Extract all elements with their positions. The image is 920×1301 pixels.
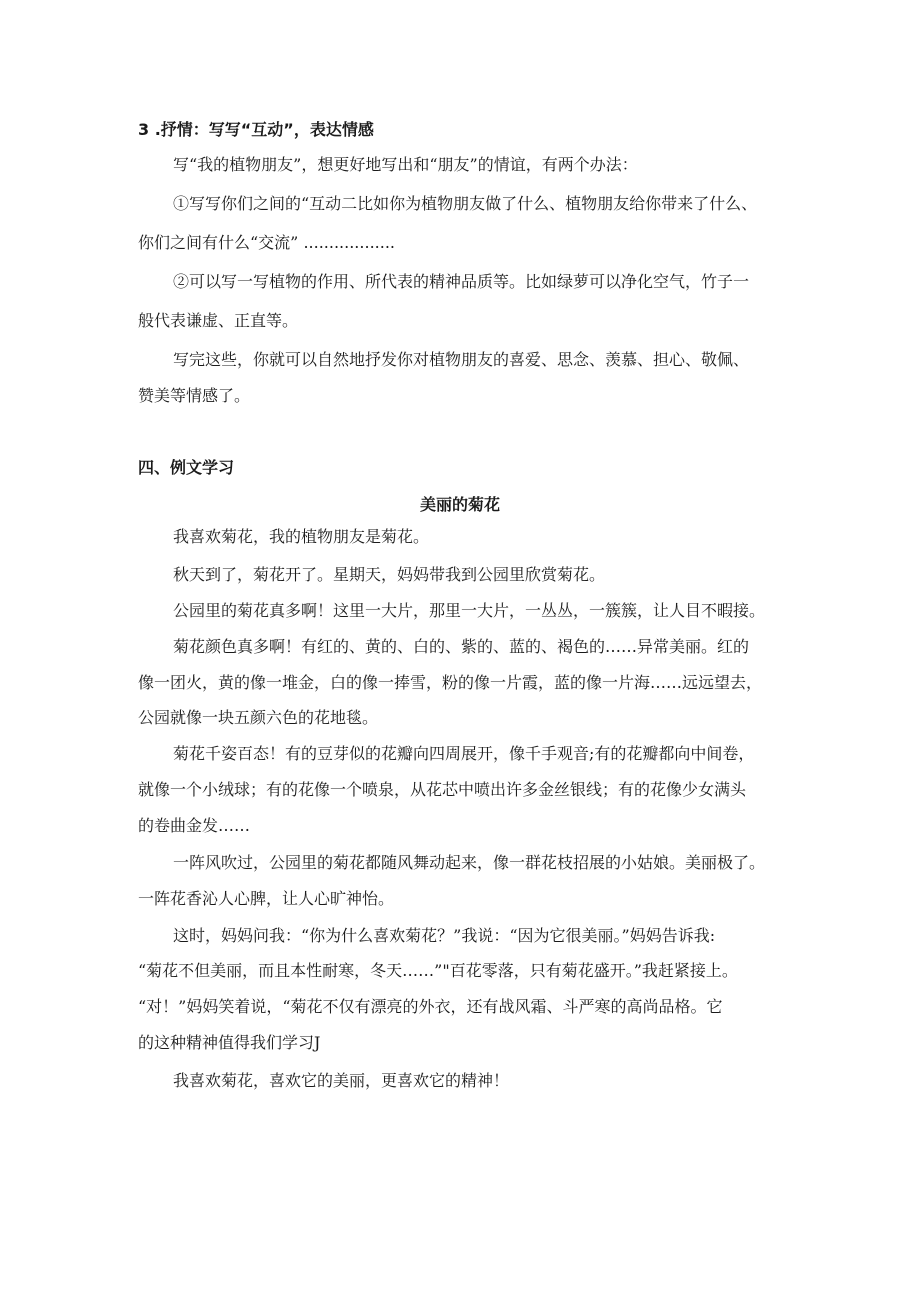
essay-line: 的这种精神值得我们学习J [138,1033,321,1052]
section-3-heading: 3 .抒情：写写“互动”，表达情感 [138,120,374,139]
essay-line: 的卷曲金发…… [138,816,251,835]
essay-line: “菊花不但美丽，而且本性耐寒，冬天……”"百花零落，只有菊花盛开。”我赶紧接上。 [138,961,738,980]
essay-line: 我喜欢菊花，喜欢它的美丽，更喜欢它的精神！ [173,1071,510,1090]
essay-line: 秋天到了，菊花开了。星期天，妈妈带我到公园里欣赏菊花。 [173,565,606,584]
essay-line: 公园里的菊花真多啊！这里一大片，那里一大片，一丛丛，一簇簇，让人目不暇接。 [173,601,766,620]
essay-line: 像一团火，黄的像一堆金，白的像一捧雪，粉的像一片霞，蓝的像一片海……远远望去， [138,673,763,692]
paragraph-line: 般代表谦虚、正直等。 [138,311,299,330]
paragraph-line: ①写写你们之间的“互动二比如你为植物朋友做了什么、植物朋友给你带来了什么、 [173,194,758,213]
essay-line: 就像一个小绒球；有的花像一个喷泉，从花芯中喷出许多金丝银线；有的花像少女满头 [138,780,747,799]
essay-line: 菊花颜色真多啊！有红的、黄的、白的、紫的、蓝的、褐色的……异常美丽。红的 [173,637,750,656]
paragraph-line: 写“我的植物朋友”，想更好地写出和“朋友”的情谊，有两个办法： [173,155,638,174]
essay-line: 这时，妈妈问我：“你为什么喜欢菊花？”我说：“因为它很美丽。”妈妈告诉我: [173,926,716,945]
paragraph-line: 你们之间有什么“交流” .................. [138,233,395,252]
paragraph-line: ②可以写一写植物的作用、所代表的精神品质等。比如绿萝可以净化空气，竹子一 [173,272,750,291]
essay-line: “对！”妈妈笑着说，“菊花不仅有漂亮的外衣，还有战风霜、斗严寒的高尚品格。它 [138,997,723,1016]
essay-line: 菊花千姿百态！有的豆芽似的花瓣向四周展开，像千手观音;有的花瓣都向中间卷， [173,744,755,763]
essay-line: 一阵花香沁人心脾，让人心旷神怡。 [138,889,395,908]
essay-line: 公园就像一块五颜六色的花地毯。 [138,708,379,727]
essay-line: 我喜欢菊花，我的植物朋友是菊花。 [173,527,430,546]
paragraph-line: 赞美等情感了。 [138,386,251,405]
paragraph-line: 写完这些，你就可以自然地抒发你对植物朋友的喜爱、思念、羡慕、担心、敬佩、 [173,350,750,369]
essay-line: 一阵风吹过，公园里的菊花都随风舞动起来，像一群花枝招展的小姑娘。美丽极了。 [173,853,766,872]
essay-title: 美丽的菊花 [419,495,500,514]
section-4-heading: 四、例文学习 [138,458,235,477]
